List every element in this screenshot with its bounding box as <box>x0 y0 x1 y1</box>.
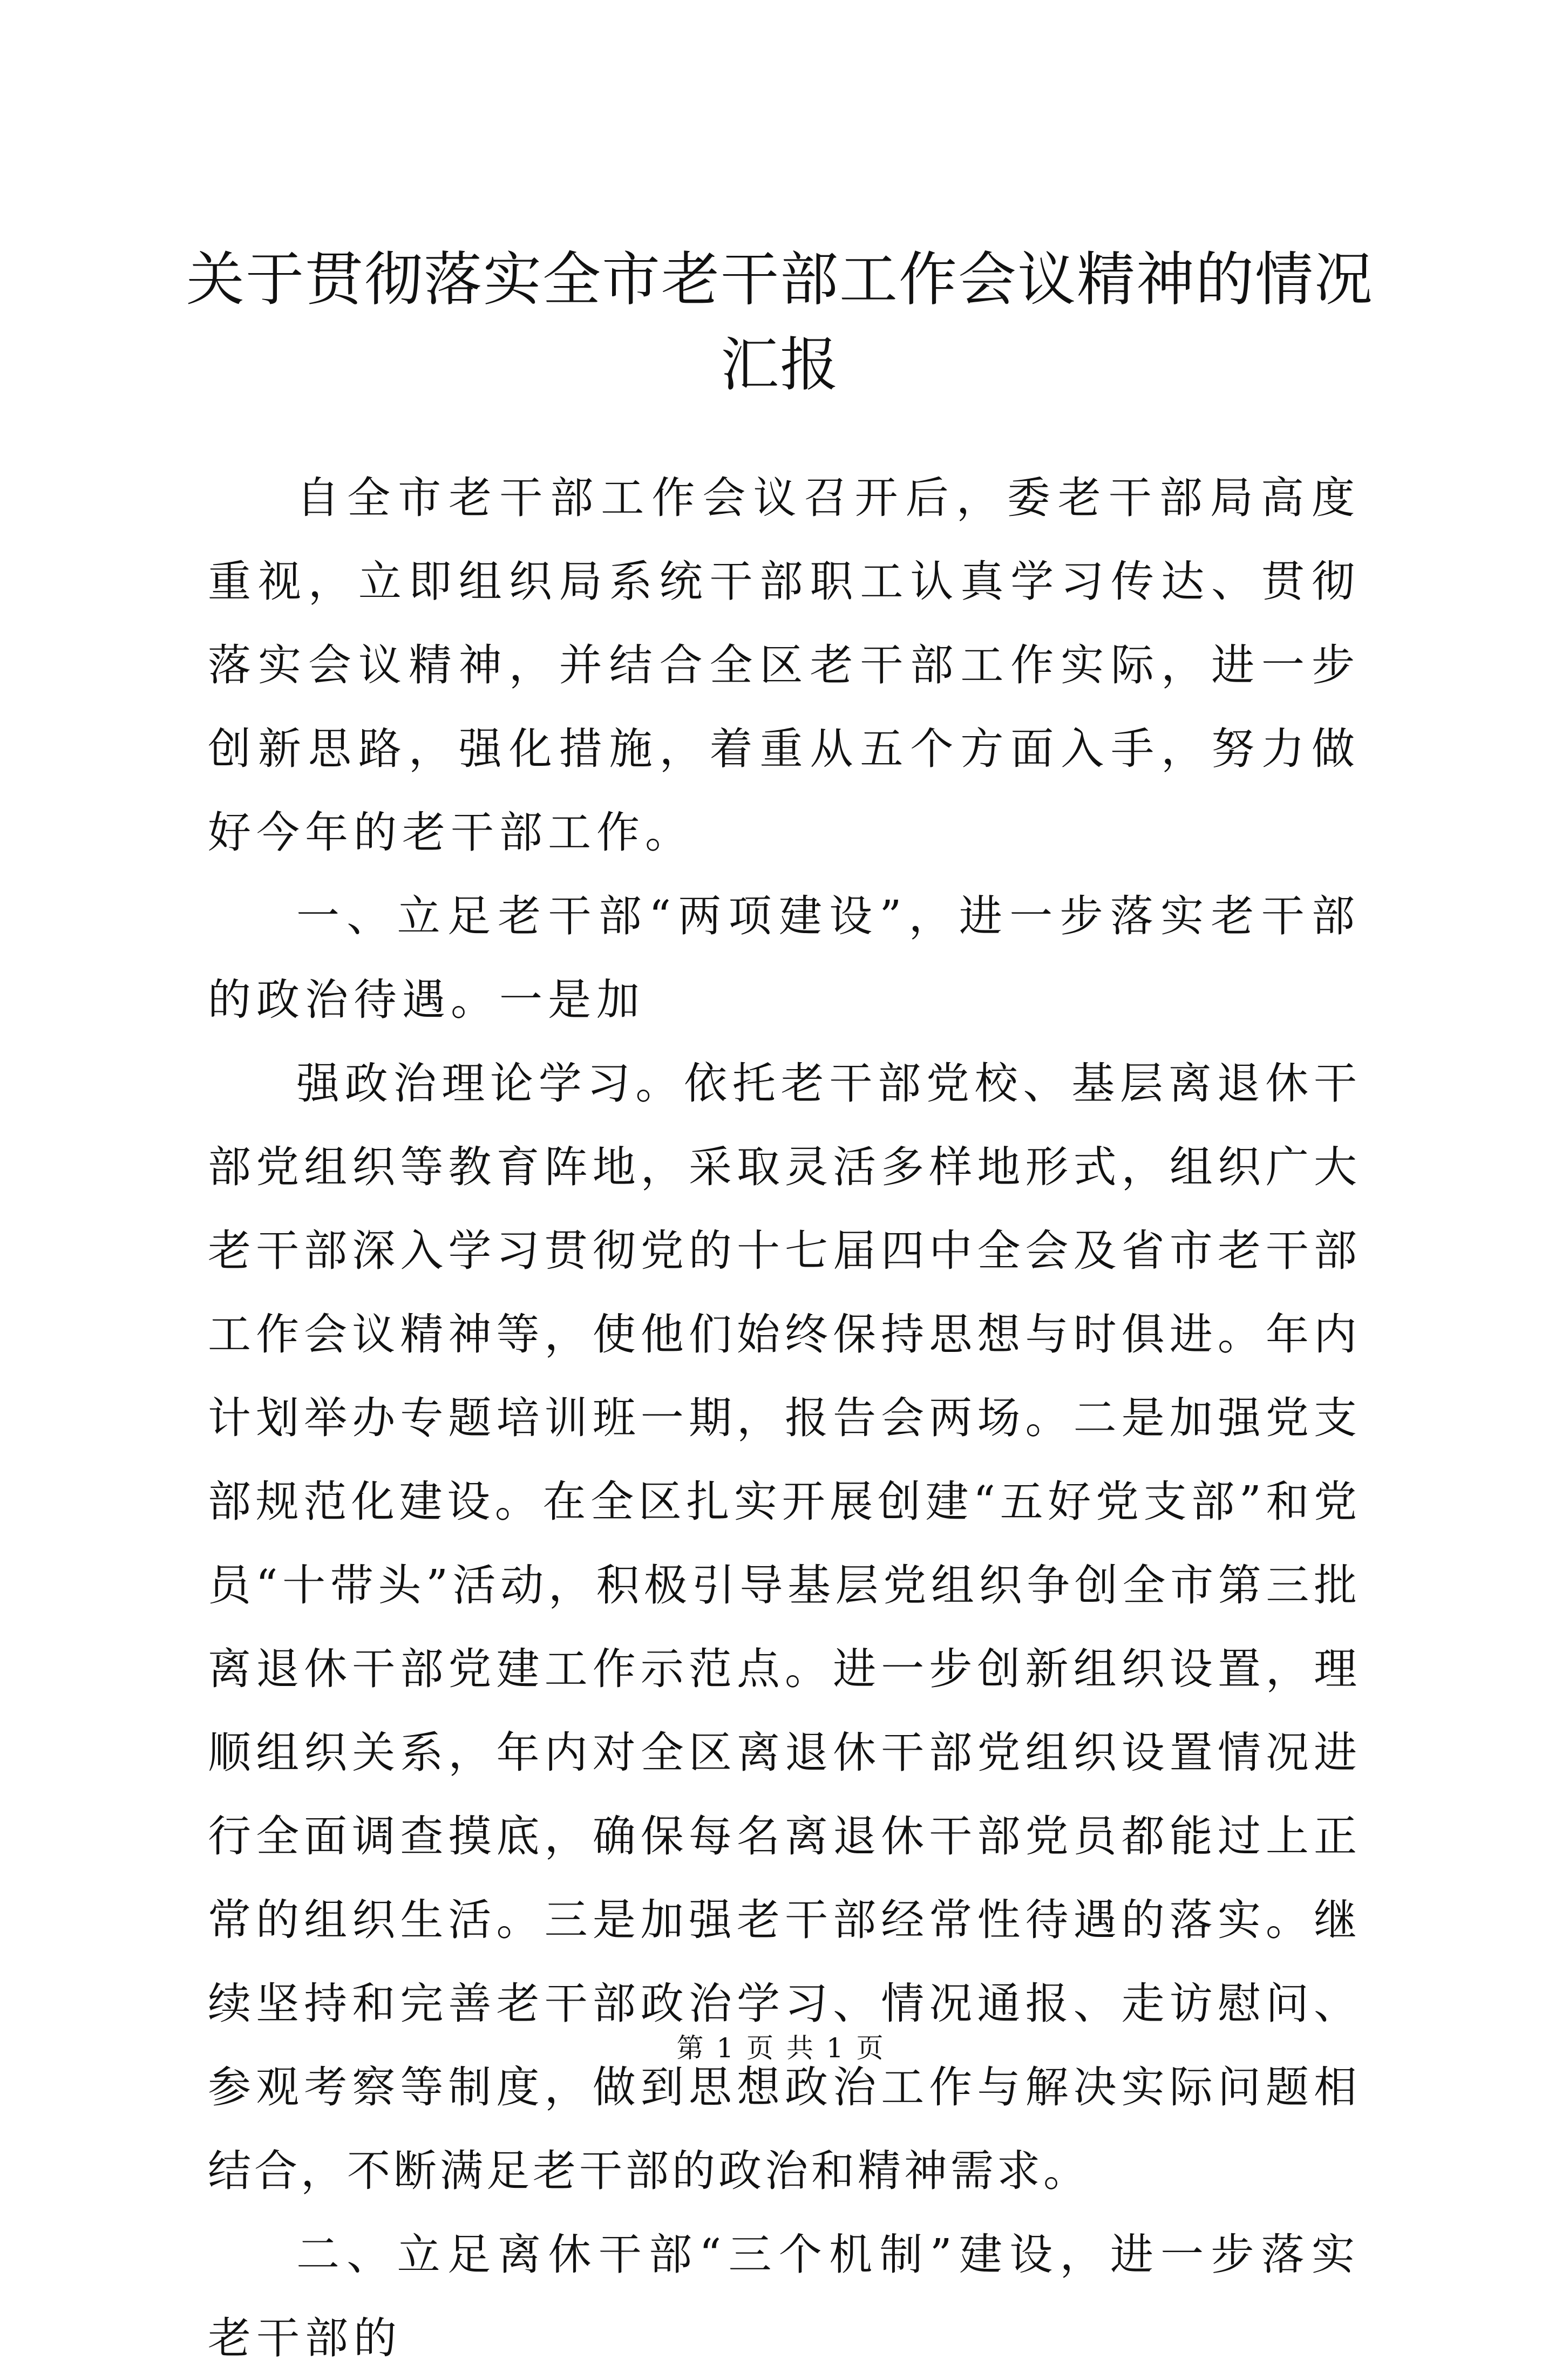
paragraph-section-1-body: 强政治理论学习。依托老干部党校、基层离退休干部党组织等教育阵地，采取灵活多样地形式，组织广大老干部深入学习贯彻党的十七届四中全会及省市老干部工作会议精神等，使他们始终保持思想与时俱进。年内计划举办专题培训班一期，报告会两场。二是加强党支部规范化建设。在全区扎实开展创建“五好党支部”和党员“十带头”活动，积极引导基层党组织争创全市第三批离退休干部党建工作示范点。进一步创新组织设置，理顺组织关系，年内对全区离退休干部党组织设置情况进行全面调查摸底，确保每名离退休干部党员都能过上正常的组织生活。三是加强老干部经常性待遇的落实。继续坚持和完善老干部政治学习、情况通报、走访慰问、参观考察等制度，做到思想政治工作与解决实际问题相结合，不断满足老干部的政治和精神需求。 <box>208 1058 1360 2196</box>
title-line-1: 关于贯彻落实全市老干部工作会议精神的情况 <box>186 246 1374 314</box>
document-body <box>208 456 1360 2380</box>
title-line-2: 汇报 <box>720 331 839 399</box>
paragraph-section-2-heading: 二、立足离休干部“三个机制”建设，进一步落实老干部的 <box>208 2229 1360 2363</box>
paragraph-section-1-heading: 一、立足老干部“两项建设”，进一步落实老干部的政治待遇。一是加 <box>208 891 1360 1025</box>
page-number-footer: 第 1 页 共 1 页 <box>676 2032 886 2064</box>
document-title <box>173 237 1387 408</box>
paragraph-intro: 自全市老干部工作会议召开后，委老干部局高度重视，立即组织局系统干部职工认真学习传达、贯彻落实会议精神，并结合全区老干部工作实际，进一步创新思路，强化措施，着重从五个方面入手，努力做好今年的老干部工作。 <box>208 473 1360 858</box>
